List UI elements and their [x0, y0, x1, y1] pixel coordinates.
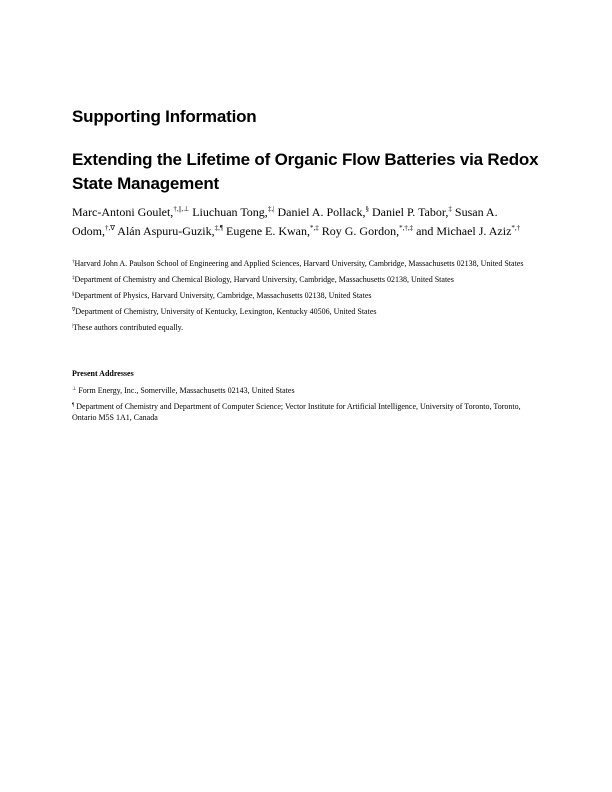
affiliation [72, 322, 542, 333]
author [72, 205, 189, 219]
author [226, 224, 319, 238]
supporting-information-heading: Supporting Information [72, 107, 257, 126]
author [117, 224, 223, 238]
author-marks: ‡,| [267, 205, 275, 213]
author-name: Daniel P. Tabor, [371, 205, 449, 219]
author-name: Eugene E. Kwan, [226, 224, 311, 238]
affiliation-mark: ∇ [72, 308, 76, 313]
affiliation [72, 306, 542, 317]
author [372, 205, 452, 219]
present-address [72, 385, 542, 396]
author [322, 224, 413, 238]
author-name: Liuchuan Tong, [192, 205, 268, 219]
author-marks: ‡,¶ [214, 224, 224, 232]
author-name: and Michael J. Aziz [416, 224, 512, 238]
author [416, 224, 520, 238]
present-address-mark: ¶ [72, 403, 75, 408]
present-address-mark: ⊥ [72, 387, 77, 392]
present-address [72, 401, 542, 423]
affiliation-text: Department of Physics, Harvard University, Cambridge, Massachusetts 02138, United States [74, 291, 372, 300]
affiliation-mark: ‡ [72, 276, 75, 281]
author-marks: ‡ [448, 205, 452, 213]
affiliation-text: These authors contributed equally. [73, 323, 184, 332]
author-name: Roy G. Gordon, [321, 224, 400, 238]
author-name: Marc-Antoni Goulet, [72, 205, 174, 219]
affiliation [72, 274, 542, 285]
present-address-text: Form Energy, Inc., Somerville, Massachusetts 02143, United States [76, 386, 295, 395]
affiliation-text: Department of Chemistry and Chemical Biology, Harvard University, Cambridge, Massachusetts 02138, United States [74, 275, 454, 284]
present-addresses-heading: Present Addresses [72, 369, 134, 378]
affiliation-mark: | [72, 324, 74, 329]
author-marks: § [365, 205, 369, 213]
affiliation-mark: † [72, 260, 75, 265]
author-name: Susan A. Odom, [72, 205, 498, 238]
author-marks: †,∇ [105, 224, 115, 232]
affiliation-text: Department of Chemistry, University of Kentucky, Lexington, Kentucky 40506, United States [75, 307, 377, 316]
author-name: Alán Aspuru-Guzik, [117, 224, 215, 238]
affiliation [72, 258, 542, 269]
present-address-text: Department of Chemistry and Department of Computer Science; Vector Institute for Artificial Intelligence, University of Toronto, Toronto, Ontario M5S 1A1, Canada [72, 402, 521, 422]
author-marks: *,† [511, 224, 521, 232]
author-marks: *,†,‡ [399, 224, 414, 232]
author-name: Daniel A. Pollack, [277, 205, 366, 219]
author-marks: *,‡ [310, 224, 319, 232]
author-marks: †,||,⊥ [173, 205, 190, 213]
present-addresses [72, 368, 542, 428]
affiliation [72, 290, 542, 301]
author-list [72, 203, 542, 241]
affiliation-text: Harvard John A. Paulson School of Engineering and Applied Sciences, Harvard University, Cambridge, Massachusetts 02138, United States [74, 259, 524, 268]
author [277, 205, 368, 219]
affiliation-mark: § [72, 292, 75, 297]
paper-title: Extending the Lifetime of Organic Flow Batteries via Redox State Management [72, 150, 539, 193]
affiliation-list [72, 258, 542, 338]
author [192, 205, 274, 219]
